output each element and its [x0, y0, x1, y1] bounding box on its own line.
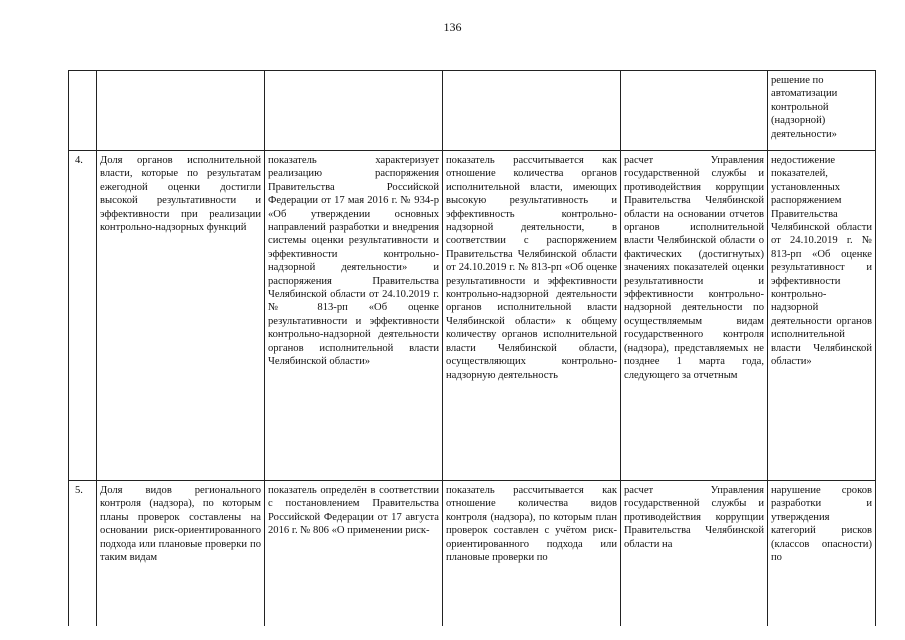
- indicator-cell: [97, 71, 265, 151]
- source-cell: расчет Управления государственной службы и противодействия коррупции Правительства Челябинской области на основании отчетов органов исполнительной власти Челябинской области о фактических (достигнутых) значениях показателей оценки результативности и эффективности контрольно-надзорной деятельности по осуществляемым видам государственного контроля (надзора), представляемых не позднее 1 марта года, следующего за отчетным: [621, 151, 768, 481]
- page-number: 136: [443, 20, 462, 34]
- risk-cell: недостижение показателей, установленных распоряжением Правительства Челябинской области от 24.10.2019 г. № 813-рп «Об оценке результативност и эффективности контрольно-надзорной деятельности органов исполнительной власти Челябинской области»: [768, 151, 876, 481]
- risk-cell: нарушение сроков разработки и утверждения категорий рисков (классов опасности) по: [768, 481, 876, 627]
- row-number-cell: 4.: [69, 151, 97, 481]
- source-cell: расчет Управления государственной службы и противодействия коррупции Правительства Челябинской области на: [621, 481, 768, 627]
- indicator-cell: Доля видов регионального контроля (надзора), по которым планы проверок составлены на основании риск-ориентированного подхода или плановые проверки по таким видам: [97, 481, 265, 627]
- basis-cell: показатель определён в соответствии с постановлением Правительства Российской Федерации от 17 августа 2016 г. № 806 «О применении риск-: [265, 481, 443, 627]
- row-number-cell: [69, 71, 97, 151]
- basis-cell: показатель характеризует реализацию распоряжения Правительства Российской Федерации от 17 мая 2016 г. № 934-р «Об утверждении основных направлений разработки и внедрения системы оценки результативности и эффективности контрольно-надзорной деятельности» и распоряжения Правительства Челябинской области от 24.10.2019 г. № 813-рп «Об оценке результативности и эффективности контрольно-надзорной деятельности органов исполнительной власти Челябинской области»: [265, 151, 443, 481]
- table-row: [69, 151, 876, 481]
- risk-cell: решение по автоматизации контрольной (надзорной) деятельности»: [768, 71, 876, 151]
- table-row: [69, 71, 876, 151]
- basis-cell: [265, 71, 443, 151]
- indicator-table: [68, 70, 876, 626]
- indicator-cell: Доля органов исполнительной власти, которые по результатам ежегодной оценки достигли высокой результативности и эффективности при реализации контрольно-надзорных функций: [97, 151, 265, 481]
- source-cell: [621, 71, 768, 151]
- method-cell: [443, 71, 621, 151]
- row-number-cell: 5.: [69, 481, 97, 627]
- method-cell: показатель рассчитывается как отношение количества видов контроля (надзора), по которым план проверок составлен с учётом риск-ориентированного подхода или плановые проверки по: [443, 481, 621, 627]
- table-row: [69, 481, 876, 627]
- method-cell: показатель рассчитывается как отношение количества органов исполнительной власти, имеющих высокую результативность и эффективность контрольно-надзорной деятельности, в соответствии с распоряжением Правительства Челябинской области от 24.10.2019 г. № 813-рп «Об оценке результативности и эффективности контрольно-надзорной деятельности органов исполнительной власти Челябинской области» к общему количеству органов исполнительной власти Челябинской области, осуществляющих контрольно-надзорную деятельность: [443, 151, 621, 481]
